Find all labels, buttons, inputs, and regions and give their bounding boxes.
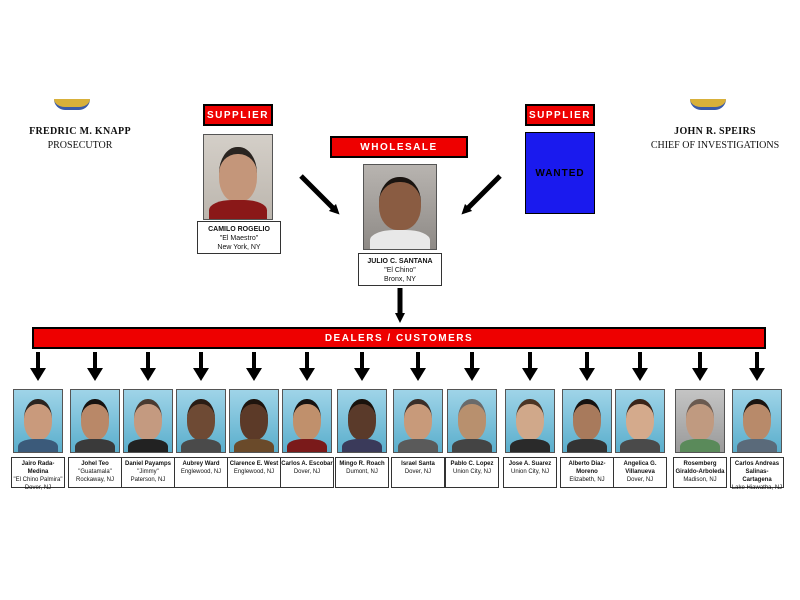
dealer-name: Angelica G. Villanueva xyxy=(623,461,657,475)
dealer-photo xyxy=(732,389,782,453)
supplier-right-label: SUPPLIER xyxy=(525,104,595,126)
dealer-name: Jose A. Suarez xyxy=(508,461,552,467)
dealer-photo xyxy=(282,389,332,453)
prosecutor-title: PROSECUTOR xyxy=(47,140,113,151)
supplier-alias: "El Maestro" xyxy=(219,235,259,242)
dealer-name: Daniel Payamps xyxy=(124,461,172,467)
dealer-shoulders xyxy=(128,439,168,453)
supplier-left-label: SUPPLIER xyxy=(203,104,273,126)
supplier-name: CAMILO ROGELIO xyxy=(208,226,270,233)
dealer-shoulders xyxy=(181,439,221,453)
dealer-caption xyxy=(391,457,445,488)
dealer-shoulders xyxy=(567,439,607,453)
dealer-arrow xyxy=(191,352,211,382)
dealer-arrow xyxy=(690,352,710,382)
dealer-face xyxy=(81,399,109,440)
dealer-location: Dover, NJ xyxy=(293,469,321,475)
dealer-photo xyxy=(229,389,279,453)
dealer-photo xyxy=(447,389,497,453)
dealer-shoulders xyxy=(510,439,550,453)
dealer-photo xyxy=(176,389,226,453)
dealer-photo xyxy=(337,389,387,453)
dealer-shoulders xyxy=(234,439,274,453)
dealer-face xyxy=(134,399,162,440)
dealer-photo xyxy=(393,389,443,453)
dealer-caption xyxy=(227,457,281,488)
dealer-caption xyxy=(445,457,499,488)
dealer-arrow xyxy=(520,352,540,382)
dealer-face xyxy=(573,399,601,440)
dealer-location: Rockaway, NJ xyxy=(76,477,114,483)
dealer-name: Israel Santa xyxy=(401,461,435,467)
wanted-box: WANTED xyxy=(525,132,595,214)
dealer-shoulders xyxy=(18,439,58,453)
dealer-caption xyxy=(560,457,614,488)
dealer-alias: "Guatamala" xyxy=(78,469,112,475)
wholesaler-alias: "El Chino" xyxy=(384,267,416,274)
arrow-supplier-to-wholesale xyxy=(301,176,336,211)
dealer-photo xyxy=(615,389,665,453)
dealer-shoulders xyxy=(620,439,660,453)
dealer-face xyxy=(516,399,544,440)
dealer-location: Union City, NJ xyxy=(511,469,549,475)
dealer-shoulders xyxy=(75,439,115,453)
dealer-location: Lake Hiawatha, NJ xyxy=(731,485,783,491)
dealer-face xyxy=(293,399,321,440)
dealer-arrow xyxy=(462,352,482,382)
dealer-arrow xyxy=(28,352,48,382)
dealer-arrow xyxy=(747,352,767,382)
supplier-location: New York, NY xyxy=(217,244,261,251)
dealer-name: Alberto Diaz-Moreno xyxy=(568,461,606,475)
dealer-caption xyxy=(335,457,389,488)
dealer-location: Dover, NJ xyxy=(404,469,432,475)
dealer-photo xyxy=(123,389,173,453)
dealer-caption xyxy=(673,457,727,488)
dealer-caption xyxy=(280,457,334,488)
dealer-arrow xyxy=(408,352,428,382)
dealer-name: Pablo C. Lopez xyxy=(450,461,494,467)
wholesaler-name: JULIO C. SANTANA xyxy=(367,258,433,265)
dealer-face xyxy=(404,399,432,440)
dealer-arrow xyxy=(85,352,105,382)
dealer-shoulders xyxy=(398,439,438,453)
dealer-name: Aubrey Ward xyxy=(182,461,220,467)
dealer-face xyxy=(348,399,376,440)
dealer-arrow xyxy=(630,352,650,382)
wholesale-label: WHOLESALE xyxy=(330,136,468,158)
dealer-photo xyxy=(562,389,612,453)
dealer-alias: "El Chino Palmira" xyxy=(13,477,63,483)
dealer-location: Englewood, NJ xyxy=(233,469,275,475)
dealer-shoulders xyxy=(287,439,327,453)
dealer-face xyxy=(24,399,52,440)
dealers-customers-bar: DEALERS / CUSTOMERS xyxy=(32,327,766,349)
dealer-photo xyxy=(505,389,555,453)
dealer-name: Carlos Andreas Salinas-Cartagena xyxy=(734,461,780,483)
dealer-name: Mingo R. Roach xyxy=(339,461,385,467)
dealer-location: Paterson, NJ xyxy=(130,477,166,483)
dealer-caption xyxy=(174,457,228,488)
dealer-caption xyxy=(11,457,65,491)
arrow-wanted-to-wholesale xyxy=(465,176,500,211)
dealer-shoulders xyxy=(680,439,720,453)
dealer-face xyxy=(686,399,714,440)
dealer-caption xyxy=(503,457,557,488)
dealer-photo xyxy=(70,389,120,453)
dealer-location: Dover, NJ xyxy=(626,477,654,483)
dealer-location: Dumont, NJ xyxy=(346,469,378,475)
dealer-face xyxy=(240,399,268,440)
dealer-name: Carlos A. Escobar xyxy=(281,461,333,467)
prosecutor-name: FREDRIC M. KNAPP xyxy=(29,126,131,137)
dealer-caption xyxy=(121,457,175,488)
dealer-arrow xyxy=(297,352,317,382)
wholesaler-location: Bronx, NY xyxy=(384,276,416,283)
dealer-name: Johel Teo xyxy=(81,461,109,467)
dealer-location: Englewood, NJ xyxy=(180,469,222,475)
dealer-arrow xyxy=(577,352,597,382)
dealer-arrow xyxy=(352,352,372,382)
dealer-location: Madison, NJ xyxy=(683,477,717,483)
dealer-face xyxy=(626,399,654,440)
dealer-caption xyxy=(730,457,784,491)
dealer-shoulders xyxy=(452,439,492,453)
dealer-arrow xyxy=(138,352,158,382)
dealer-location: Dover, NJ xyxy=(24,485,52,491)
dealer-face xyxy=(743,399,771,440)
dealer-caption xyxy=(68,457,122,488)
dealer-name: Rosemberg Giraldo-Arboleda xyxy=(675,461,725,475)
chief-name: JOHN R. SPEIRS xyxy=(674,126,756,137)
dealer-face xyxy=(187,399,215,440)
dealer-photo xyxy=(675,389,725,453)
dealer-location: Elizabeth, NJ xyxy=(569,477,605,483)
dealer-location: Union City, NJ xyxy=(453,469,491,475)
dealer-face xyxy=(458,399,486,440)
dealer-caption xyxy=(613,457,667,488)
dealer-name: Jairo Rada-Medina xyxy=(21,461,55,475)
chief-title: CHIEF OF INVESTIGATIONS xyxy=(650,140,780,151)
dealer-alias: "Jimmy" xyxy=(137,469,159,475)
dealer-arrow xyxy=(244,352,264,382)
dealer-shoulders xyxy=(737,439,777,453)
dealer-name: Clarence E. West xyxy=(229,461,279,467)
dealer-shoulders xyxy=(342,439,382,453)
dealer-photo xyxy=(13,389,63,453)
